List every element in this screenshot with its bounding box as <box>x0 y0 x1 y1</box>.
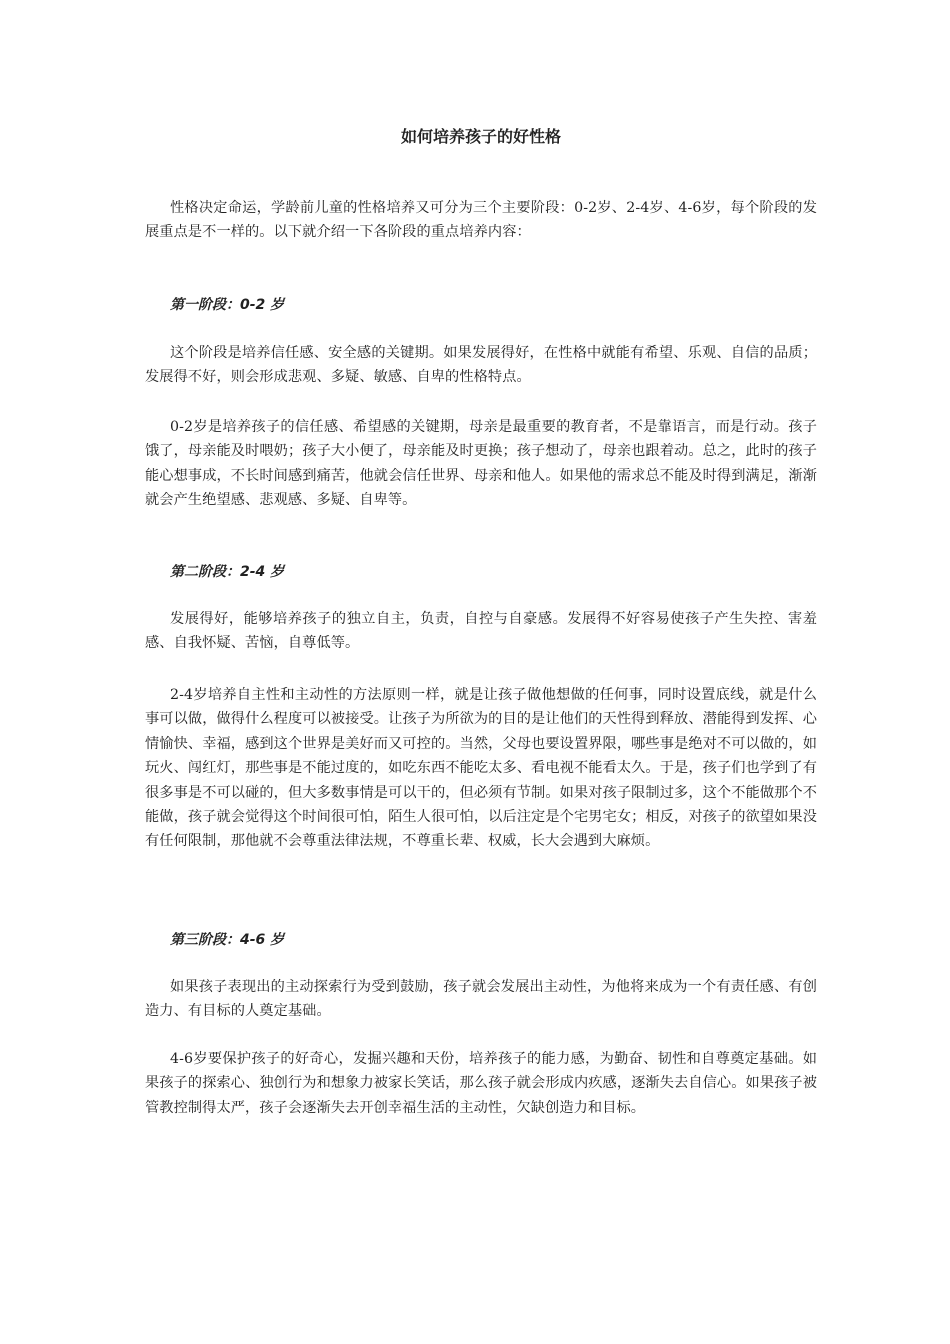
section-heading-stage-1: 第一阶段：0-2 岁 <box>170 297 285 313</box>
section-1-paragraph-2: 0-2岁是培养孩子的信任感、希望感的关键期，母亲是最重要的教育者，不是靠语言，而是行动。孩子饿了，母亲能及时喂奶；孩子大小便了，母亲能及时更换；孩子想动了，母亲也跟着动。总之，此时的孩子能心想事成，不长时间感到痛苦，他就会信任世界、母亲和他人。如果他的需求总不能及时得到满足，渐渐就会产生绝望感、悲观感、多疑、自卑等。 <box>145 419 817 509</box>
section-heading-stage-2: 第二阶段：2-4 岁 <box>170 564 285 580</box>
section-3-paragraph-2: 4-6岁要保护孩子的好奇心，发掘兴趣和天份，培养孩子的能力感，为勤奋、韧性和自尊奠定基础。如果孩子的探索心、独创行为和想象力被家长笑话，那么孩子就会形成内疚感，逐渐失去自信心。如果孩子被管教控制得太严，孩子会逐渐失去开创幸福生活的主动性，欠缺创造力和目标。 <box>145 1051 817 1116</box>
section-1-paragraph-1: 这个阶段是培养信任感、安全感的关键期。如果发展得好，在性格中就能有希望、乐观、自信的品质；发展得不好，则会形成悲观、多疑、敏感、自卑的性格特点。 <box>145 345 817 386</box>
section-2-paragraph-2: 2-4岁培养自主性和主动性的方法原则一样，就是让孩子做他想做的任何事，同时设置底线，就是什么事可以做，做得什么程度可以被接受。让孩子为所欲为的目的是让他们的天性得到释放、潜能得到发挥、心情愉快、幸福，感到这个世界是美好而又可控的。当然，父母也要设置界限，哪些事是绝对不可以做的，如玩火、闯红灯，那些事是不能过度的，如吃东西不能吃太多、看电视不能看太久。于是，孩子们也学到了有很多事是不可以碰的，但大多数事情是可以干的，但必须有节制。如果对孩子限制过多，这个不能做那个不能做，孩子就会觉得这个时间很可怕，陌生人很可怕，以后注定是个宅男宅女；相反，对孩子的欲望如果没有任何限制，那他就不会尊重法律法规，不尊重长辈、权威，长大会遇到大麻烦。 <box>145 687 817 850</box>
document-title: 如何培养孩子的好性格 <box>400 127 561 146</box>
section-heading-stage-3: 第三阶段：4-6 岁 <box>170 932 285 948</box>
section-2-paragraph-1: 发展得好，能够培养孩子的独立自主，负责，自控与自豪感。发展得不好容易使孩子产生失控、害羞感、自我怀疑、苦恼，自尊低等。 <box>145 611 817 652</box>
section-3-paragraph-1: 如果孩子表现出的主动探索行为受到鼓励，孩子就会发展出主动性，为他将来成为一个有责任感、有创造力、有目标的人奠定基础。 <box>145 979 817 1020</box>
intro-paragraph: 性格决定命运，学龄前儿童的性格培养又可分为三个主要阶段：0-2岁、2-4岁、4-6岁，每个阶段的发展重点是不一样的。以下就介绍一下各阶段的重点培养内容： <box>145 200 817 241</box>
